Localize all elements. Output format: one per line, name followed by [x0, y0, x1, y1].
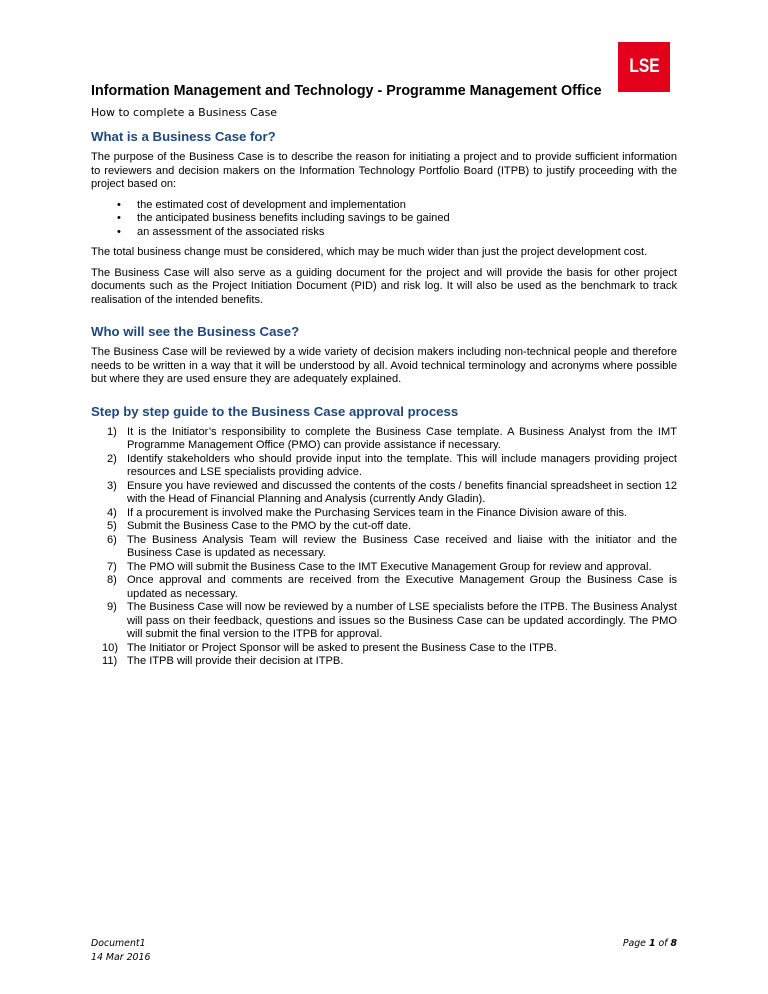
- paragraph: The purpose of the Business Case is to describe the reason for initiating a project and to provide sufficient information to reviewers and decision makers on the Information Technology Portfolio Board (ITPB) to justify proceeding with the project based on:: [91, 151, 677, 190]
- step-item: 3) Ensure you have reviewed and discussed the contents of the costs / benefits financial spreadsheet in section 12 with the Head of Financial Planning and Analysis (currently Andy Gladin).: [107, 479, 677, 505]
- bullet-item: • an assessment of the associated risks: [117, 226, 677, 240]
- step-item: 9) The Business Case will now be reviewed by a number of LSE specialists before the ITPB. The Business Analyst will pass on their feedback, questions and issues so the Business Case can be updated accordingly. The PMO will submit the final version to the ITPB for approval.: [107, 601, 677, 640]
- document-title: Information Management and Technology - Programme Management Office: [91, 83, 602, 99]
- footer-doc-info: [91, 937, 150, 964]
- step-item: 10) The Initiator or Project Sponsor will be asked to present the Business Case to the ITPB.: [102, 641, 557, 654]
- section-heading: What is a Business Case for?: [91, 129, 276, 144]
- step-item: 1) It is the Initiator’s responsibility to complete the Business Case template. A Business Analyst from the IMT Programme Management Office (PMO) can provide assistance if necessary.: [107, 425, 677, 451]
- paragraph: The Business Case will also serve as a guiding document for the project and will provide the basis for other project documents such as the Project Initiation Document (PID) and risk log. It will also be used as the benchmark to track realisation of the intended benefits.: [91, 266, 677, 306]
- footer-doc-name: Document1: [91, 938, 146, 949]
- document-subtitle: How to complete a Business Case: [91, 106, 278, 119]
- step-item: 11) The ITPB will provide their decision at ITPB.: [102, 655, 344, 667]
- section-heading: Who will see the Business Case?: [91, 324, 300, 339]
- step-item: 6) The Business Analysis Team will review the Business Case received and liaise with the initiator and the Business Case is updated as necessary.: [107, 533, 677, 559]
- page-number: Page 1 of 8: [622, 938, 677, 949]
- step-item: 7) The PMO will submit the Business Case to the IMT Executive Management Group for review and approval.: [107, 560, 652, 573]
- bullet-item: • the estimated cost of development and implementation: [117, 199, 677, 213]
- bullet-item: • the anticipated business benefits including savings to be gained: [117, 212, 677, 226]
- paragraph: The Business Case will be reviewed by a wide variety of decision makers including non-technical people and therefore needs to be written in a way that it will be understood by all. Avoid technical terminology and acronyms where possible but where they are used ensure they are adequately explained.: [91, 346, 677, 385]
- step-item: 4) If a procurement is involved make the Purchasing Services team in the Finance Division aware of this.: [107, 506, 628, 519]
- step-item: 8) Once approval and comments are received from the Executive Management Group the Business Case is updated as necessary.: [107, 574, 677, 600]
- section-heading: Step by step guide to the Business Case approval process: [91, 403, 459, 419]
- step-item: 5) Submit the Business Case to the PMO by the cut-off date.: [107, 520, 412, 532]
- document-body: [91, 129, 677, 669]
- steps-list: [91, 426, 677, 669]
- footer-date: 14 Mar 2016: [91, 951, 151, 963]
- paragraph: The total business change must be considered, which may be much wider than just the project development cost.: [91, 246, 648, 258]
- bullet-list: [91, 199, 677, 240]
- lse-logo: LSE: [618, 42, 670, 92]
- step-item: 2) Identify stakeholders who should provide input into the template. This will include managers providing project resources and LSE specialists providing advice.: [107, 452, 677, 478]
